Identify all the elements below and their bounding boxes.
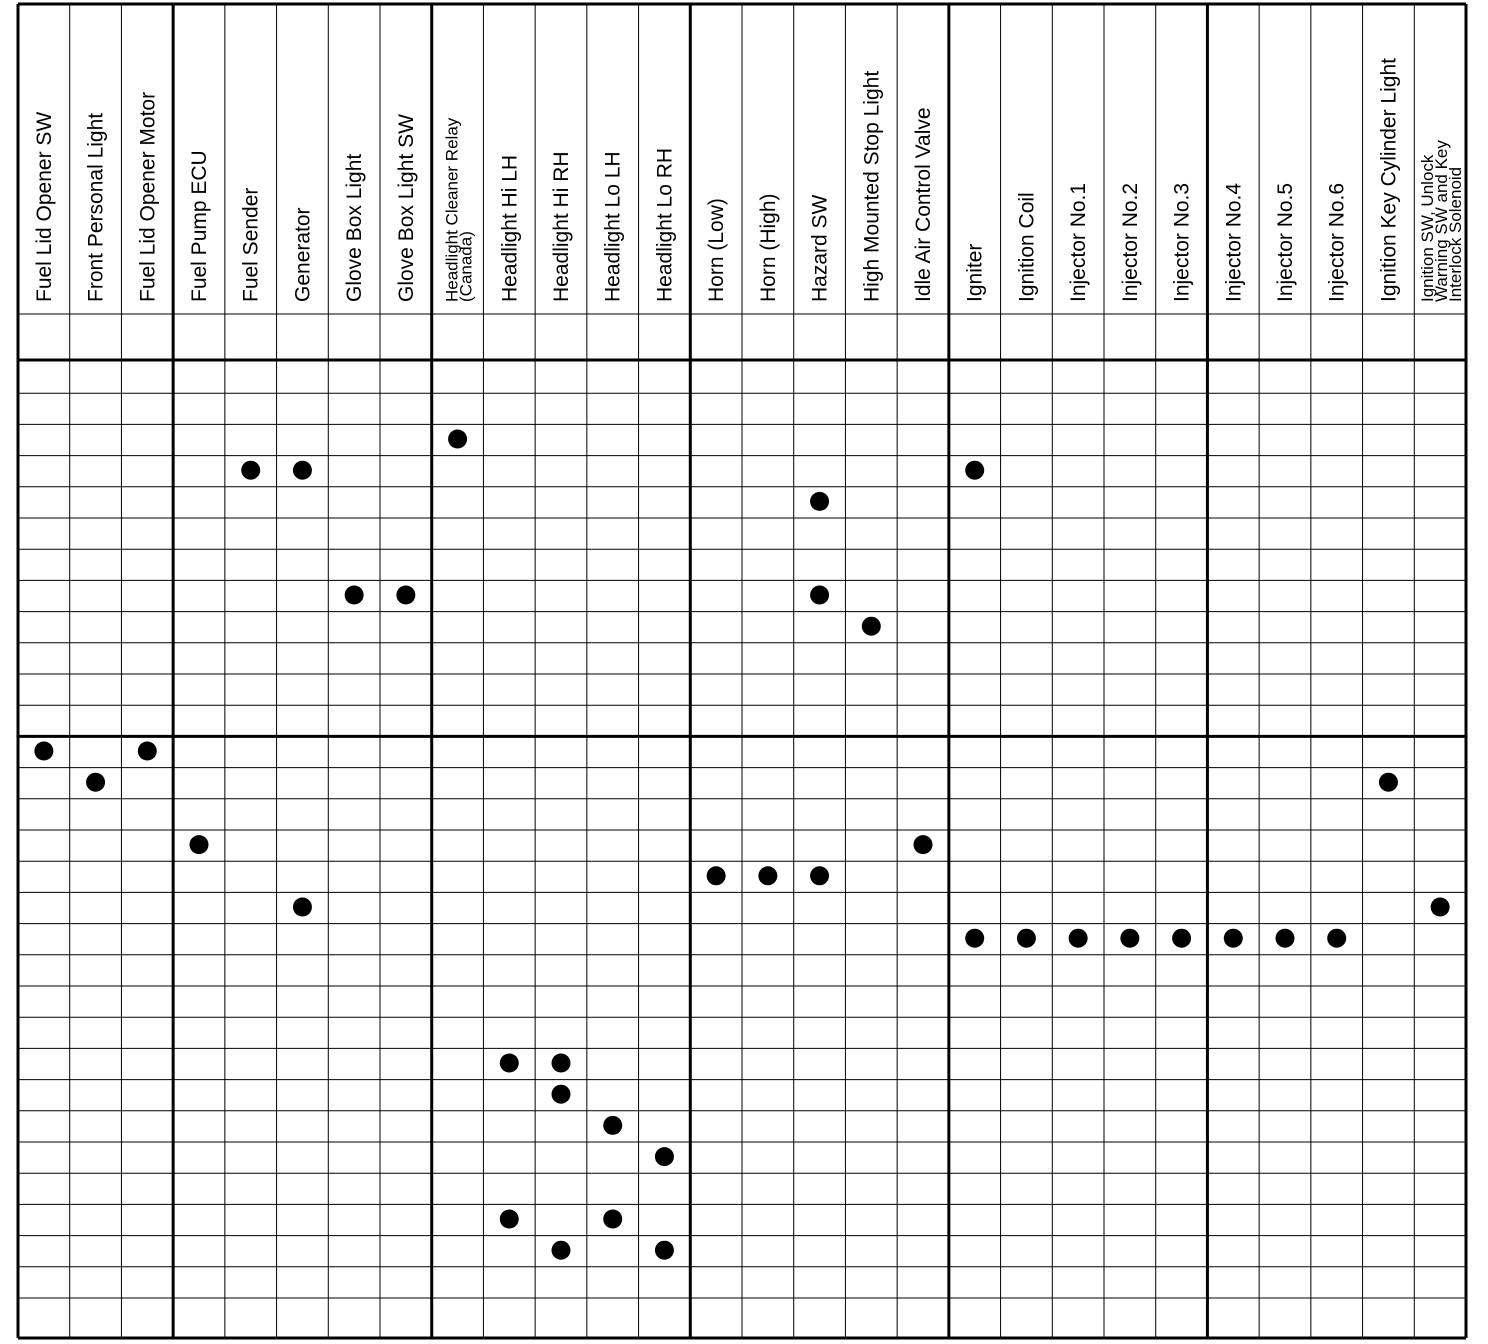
column-label (705, 198, 728, 302)
column-label-line: Injector No.4 (1222, 182, 1246, 302)
connection-dot (345, 586, 364, 605)
column-label-line: Fuel Pump ECU (188, 150, 211, 302)
column-label-line: Ignition Key Cylinder Light (1377, 58, 1401, 302)
column-label-line: Idle Air Control Valve (912, 107, 935, 302)
column-label-line: Injector No.2 (1118, 182, 1142, 302)
connection-dot (552, 1241, 571, 1260)
column-label (860, 71, 883, 302)
column-label-line: Hazard SW (808, 194, 832, 302)
connection-dot (810, 586, 829, 605)
connection-dot (138, 742, 157, 761)
connection-dot (1120, 929, 1139, 948)
column-label-line: Fuel Sender (239, 187, 263, 302)
column-label (602, 151, 625, 302)
column-label (912, 107, 935, 302)
connection-dot (603, 1210, 622, 1229)
connection-dot (86, 773, 105, 792)
column-label-line: Igniter (963, 243, 987, 302)
column-label (188, 150, 211, 302)
column-label (964, 244, 987, 302)
column-label (291, 207, 314, 302)
column-label (757, 193, 780, 302)
column-label-line: Injector No.5 (1274, 182, 1297, 302)
column-label-line: Fuel Lid Opener SW (32, 111, 56, 302)
connection-dot (1172, 929, 1191, 948)
column-label-line: Generator (291, 207, 315, 302)
column-label-subline: Interlock Solenoid (1446, 166, 1466, 302)
grid-lines (18, 4, 1466, 1338)
column-label-line: Horn (Low) (705, 198, 729, 302)
connection-dot (552, 1085, 571, 1104)
column-label-line: Headlight Lo LH (601, 151, 625, 302)
connection-dot (810, 492, 829, 511)
column-label (498, 155, 521, 302)
connection-dot (655, 1241, 674, 1260)
column-label-line: Injector No.3 (1170, 182, 1194, 302)
column-label (136, 92, 159, 302)
column-label (1326, 183, 1349, 302)
column-label-line: Injector No.1 (1067, 182, 1091, 302)
column-label (395, 114, 418, 302)
column-label (1377, 58, 1400, 302)
column-label-line: Glove Box Light (343, 153, 367, 302)
column-label-line: High Mounted Stop Light (860, 70, 884, 302)
column-label-line: Fuel Lid Opener Motor (136, 91, 160, 302)
column-label (1119, 183, 1142, 302)
column-label (1171, 183, 1194, 302)
connection-dot (500, 1210, 519, 1229)
column-label-subline: Warning SW and Key (1432, 140, 1452, 302)
column-label (809, 194, 832, 302)
connection-dot (293, 461, 312, 480)
connection-dot (1069, 929, 1088, 948)
connection-dot (552, 1054, 571, 1073)
connection-dot (810, 866, 829, 885)
column-label (240, 188, 263, 302)
connection-dot (1017, 929, 1036, 948)
connection-dot (396, 586, 415, 605)
connection-dot (965, 929, 984, 948)
connection-dot (448, 430, 467, 449)
column-label (1274, 183, 1297, 302)
column-label (443, 117, 476, 302)
connection-dot (965, 461, 984, 480)
column-label (343, 154, 366, 302)
connection-dot (1431, 898, 1450, 917)
column-label-line: Headlight Hi LH (498, 154, 522, 302)
connection-dot (34, 742, 53, 761)
column-label-line: Headlight Hi RH (550, 151, 573, 302)
column-label-line: Horn (High) (756, 193, 780, 302)
column-label-subline: (Canada) (456, 231, 476, 302)
column-label (1418, 140, 1465, 302)
connection-dot (1327, 929, 1346, 948)
column-label-line: Ignition Coil (1015, 192, 1039, 302)
connection-dot (293, 898, 312, 917)
connection-dot (862, 617, 881, 636)
column-label (653, 148, 676, 302)
column-label-line: Front Personal Light (84, 112, 108, 302)
connection-dot (1224, 929, 1243, 948)
column-label (1067, 183, 1090, 302)
connection-dot (914, 835, 933, 854)
connection-dot (655, 1147, 674, 1166)
column-label (550, 151, 573, 302)
column-label-line: Headlight Cleaner Relay (442, 117, 462, 302)
connection-dot (1276, 929, 1295, 948)
column-label (1222, 183, 1245, 302)
connection-dot (707, 866, 726, 885)
connection-dot (241, 461, 260, 480)
column-label-line: Glove Box Light SW (394, 114, 418, 302)
connection-dot (603, 1116, 622, 1135)
column-label-line: Injector No.6 (1325, 182, 1349, 302)
column-label (1015, 192, 1038, 302)
column-label-line: Headlight Lo RH (653, 147, 677, 302)
connection-dot (190, 835, 209, 854)
column-label (33, 112, 56, 302)
connection-dot (1379, 773, 1398, 792)
connection-dot (758, 866, 777, 885)
column-label (85, 113, 108, 302)
connection-dot (500, 1054, 519, 1073)
column-label-line: Ignition SW, Unlock (1418, 154, 1438, 302)
column-header-labels (33, 58, 1465, 302)
